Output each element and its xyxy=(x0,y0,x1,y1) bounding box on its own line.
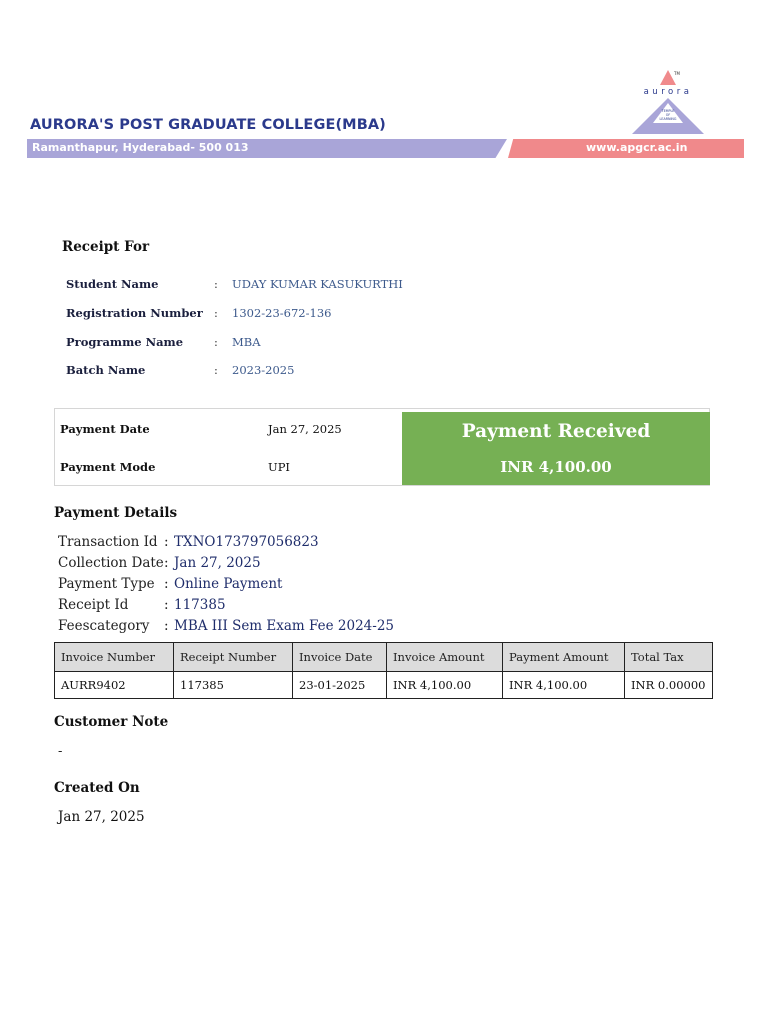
payment-details-heading: Payment Details xyxy=(54,505,178,521)
cell-receipt-number: 117385 xyxy=(174,672,293,699)
student-name-row xyxy=(66,277,566,293)
table-header-row xyxy=(55,643,713,672)
separator-colon: : xyxy=(164,576,169,592)
separator-colon: : xyxy=(214,335,218,349)
receipt-id-row xyxy=(58,597,658,615)
customer-note-heading: Customer Note xyxy=(54,714,169,730)
receipt-id-value: 117385 xyxy=(174,597,226,613)
college-name: AURORA'S POST GRADUATE COLLEGE(MBA) xyxy=(30,117,386,133)
payment-date-value: Jan 27, 2025 xyxy=(268,422,342,436)
collection-date-value: Jan 27, 2025 xyxy=(174,555,261,571)
registration-number-row xyxy=(66,306,566,322)
transaction-id-value: TXNO173797056823 xyxy=(174,534,319,550)
cell-invoice-number: AURR9402 xyxy=(55,672,174,699)
logo-tagline-1: TEMPLE xyxy=(661,109,675,113)
separator-colon: : xyxy=(214,306,218,320)
payment-type-label: Payment Type xyxy=(58,576,155,592)
registration-number-label: Registration Number xyxy=(66,306,203,320)
payment-mode-value: UPI xyxy=(268,460,290,474)
payment-status: Payment Received xyxy=(461,421,651,442)
cell-payment-amount: INR 4,100.00 xyxy=(503,672,625,699)
registration-number-value: 1302-23-672-136 xyxy=(232,306,332,320)
aurora-logo xyxy=(628,66,708,136)
separator-colon: : xyxy=(214,277,218,291)
batch-name-value: 2023-2025 xyxy=(232,363,295,377)
customer-note-text: - xyxy=(58,744,63,759)
student-name-value: UDAY KUMAR KASUKURTHI xyxy=(232,277,403,291)
invoice-table xyxy=(54,642,713,699)
logo-tagline-2: OF xyxy=(665,113,671,117)
transaction-id-row xyxy=(58,534,658,552)
payment-status-panel xyxy=(402,412,710,485)
column-header-total-tax: Total Tax xyxy=(625,643,713,672)
batch-name-row xyxy=(66,363,566,379)
payment-type-row xyxy=(58,576,658,594)
separator-colon: : xyxy=(164,597,169,613)
column-header-receipt-number: Receipt Number xyxy=(174,643,293,672)
fees-category-row xyxy=(58,618,658,636)
payment-date-label: Payment Date xyxy=(60,422,150,436)
payment-type-value: Online Payment xyxy=(174,576,283,592)
receipt-id-label: Receipt Id xyxy=(58,597,129,613)
receipt-for-heading: Receipt For xyxy=(62,239,150,255)
transaction-id-label: Transaction Id xyxy=(58,534,158,550)
cell-invoice-amount: INR 4,100.00 xyxy=(387,672,503,699)
college-website: www.apgcr.ac.in xyxy=(586,141,688,154)
collection-date-row xyxy=(58,555,658,573)
programme-name-label: Programme Name xyxy=(66,335,184,349)
created-on-heading: Created On xyxy=(54,780,140,796)
payment-amount: INR 4,100.00 xyxy=(500,458,612,476)
table-row xyxy=(55,672,713,699)
column-header-invoice-number: Invoice Number xyxy=(55,643,174,672)
separator-colon: : xyxy=(164,555,169,571)
column-header-invoice-amount: Invoice Amount xyxy=(387,643,503,672)
fees-category-label: Feescategory xyxy=(58,618,150,634)
cell-invoice-date: 23-01-2025 xyxy=(293,672,387,699)
created-on-date: Jan 27, 2025 xyxy=(58,809,145,825)
fees-category-value: MBA III Sem Exam Fee 2024-25 xyxy=(174,618,395,634)
payment-mode-label: Payment Mode xyxy=(60,460,156,474)
student-name-label: Student Name xyxy=(66,277,159,291)
logo-trademark: TM xyxy=(674,71,680,76)
programme-name-row xyxy=(66,335,566,351)
cell-total-tax: INR 0.00000 xyxy=(625,672,713,699)
column-header-payment-amount: Payment Amount xyxy=(503,643,625,672)
programme-name-value: MBA xyxy=(232,335,261,349)
separator-colon: : xyxy=(164,618,169,634)
separator-colon: : xyxy=(164,534,169,550)
logo-wordmark: aurora xyxy=(643,87,693,97)
separator-colon: : xyxy=(214,363,218,377)
collection-date-label: Collection Date xyxy=(58,555,164,571)
payment-summary-box xyxy=(54,408,710,486)
batch-name-label: Batch Name xyxy=(66,363,146,377)
logo-tagline-3: LEARNING xyxy=(659,117,677,121)
column-header-invoice-date: Invoice Date xyxy=(293,643,387,672)
college-address: Ramanthapur, Hyderabad- 500 013 xyxy=(32,141,249,154)
